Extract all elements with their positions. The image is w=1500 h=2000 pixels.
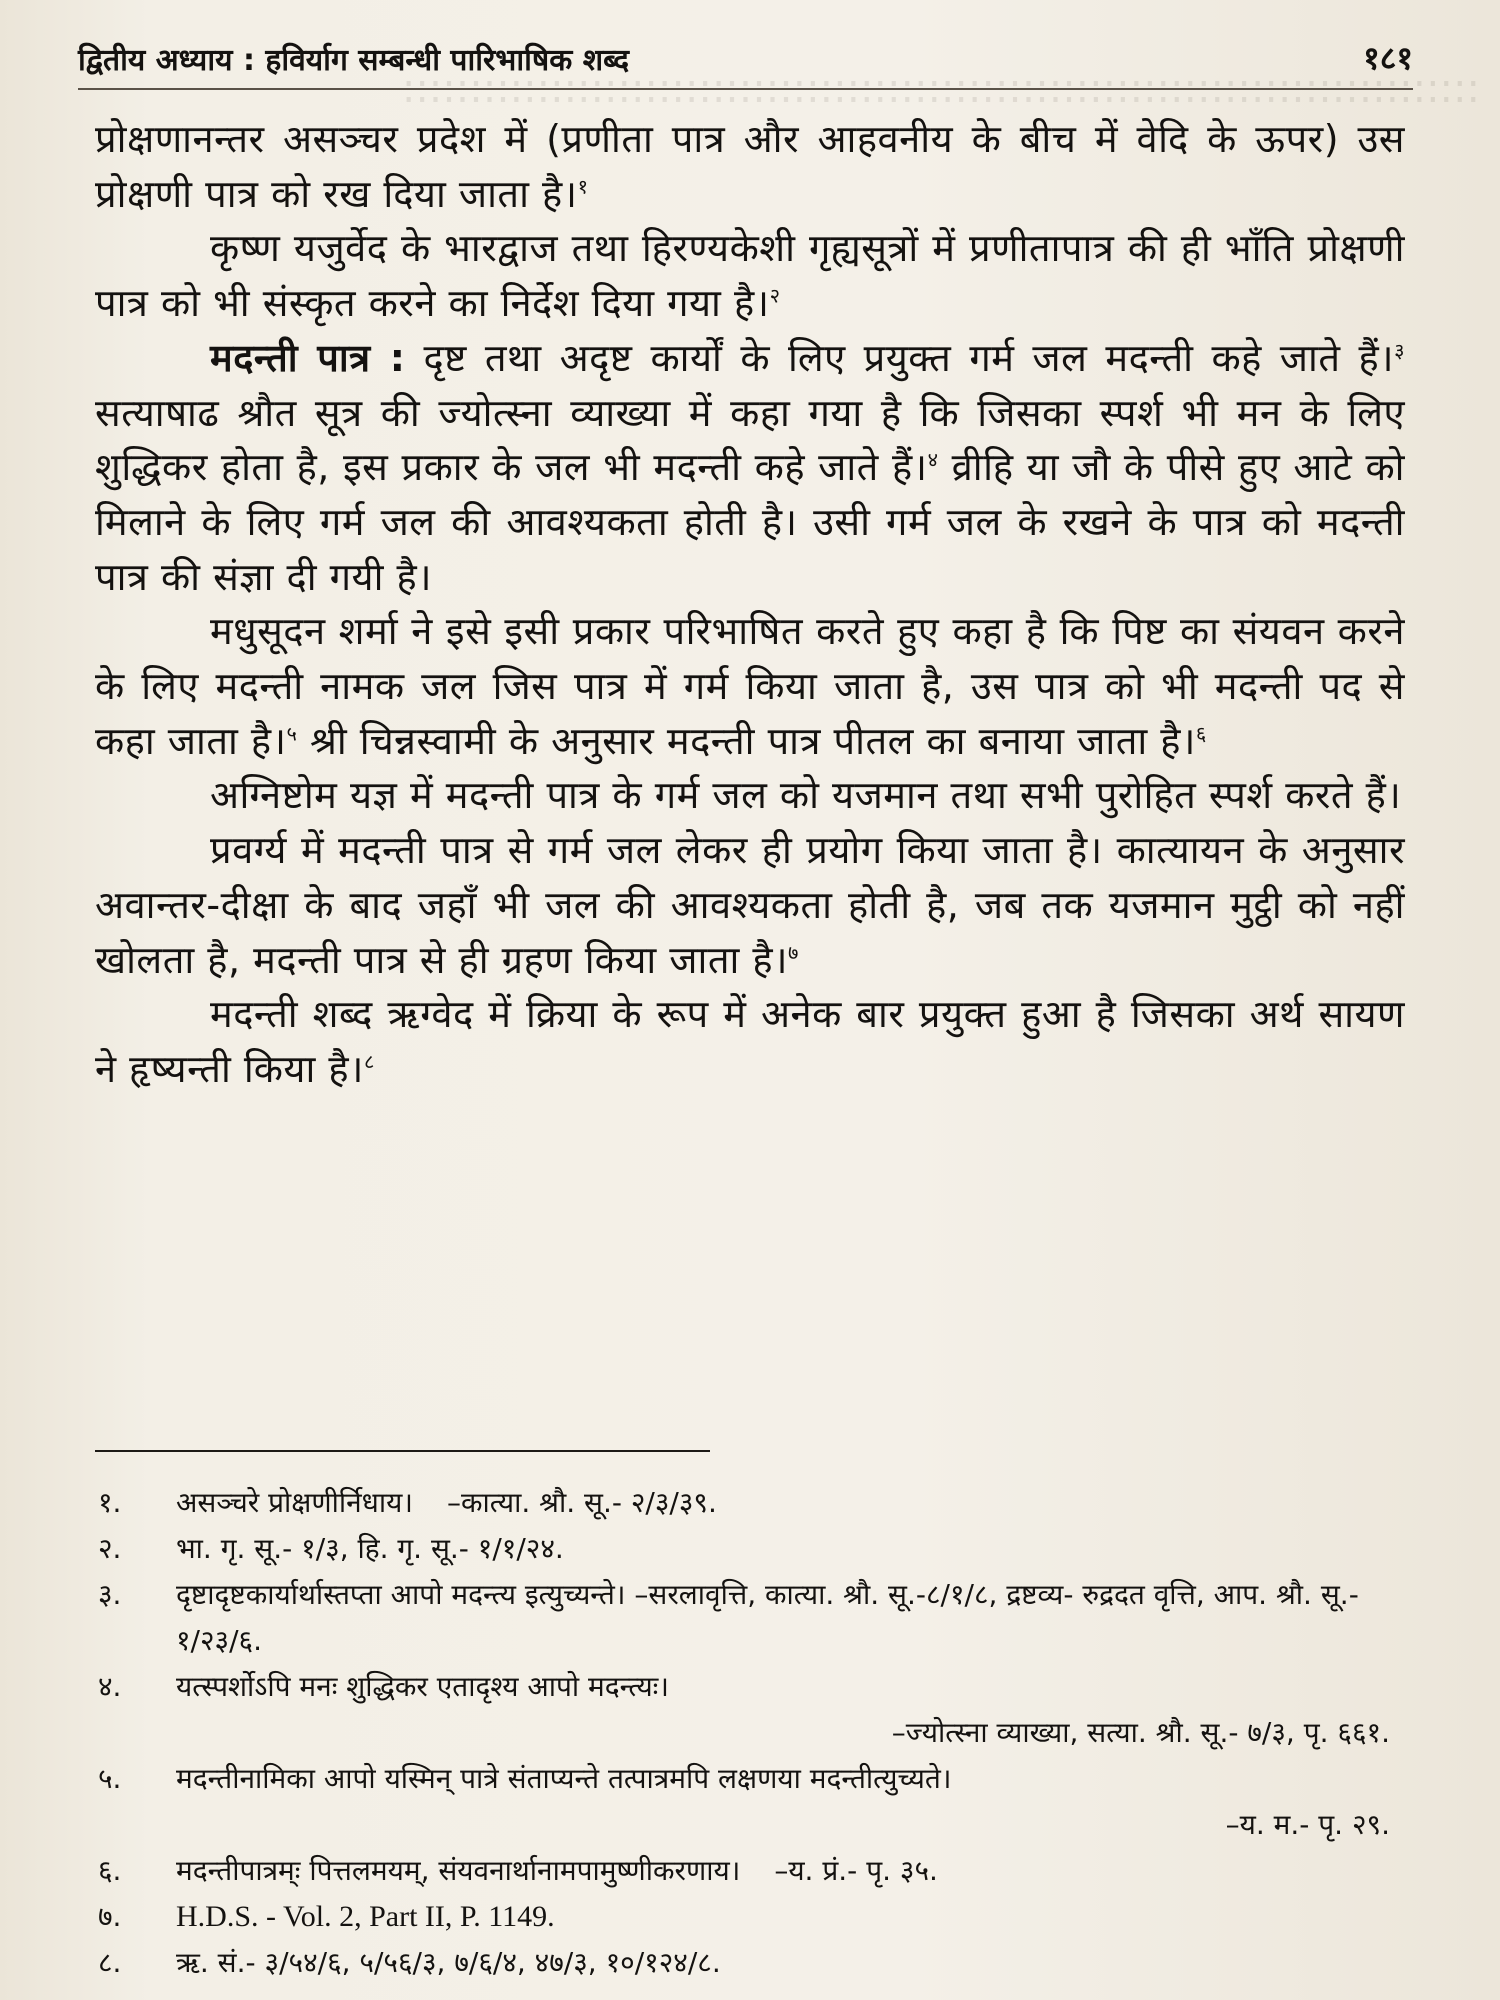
paragraph-2: [95, 221, 1405, 330]
footnote-7: [98, 1894, 1418, 1940]
footnote-8: [98, 1940, 1418, 1986]
footnote-ref: ७: [788, 939, 799, 964]
footnote-text: दृष्टादृष्टकार्यार्थास्तप्ता आपो मदन्त्य इत्युच्यन्ते। –सरलावृत्ति, कात्या. श्रौ. सू.-८/१/८, द्रष्टव्य- रुद्रदत वृत्ति, आप. श्रौ. सू.- १/२३/६.: [176, 1578, 1359, 1657]
footnote-text: H.D.S. - Vol. 2, Part II, P. 1149.: [176, 1900, 555, 1933]
paragraph-3-text-c: व्रीहि या जौ के पीसे हुए आटे को मिलाने के लिए गर्म जल की आवश्यकता होती है। उसी गर्म जल के रखने के पात्र को मदन्ती पात्र की संज्ञा दी गयी है।: [95, 445, 1405, 599]
footnotes: [98, 1480, 1418, 1986]
footnote-source: –य. प्रं.- पृ. ३५.: [774, 1854, 938, 1887]
main-text: [95, 112, 1405, 1097]
paragraph-7: [95, 987, 1405, 1096]
footnote-ref: ३: [1394, 338, 1405, 363]
footnote-ref: ४: [927, 447, 939, 472]
footnote-number: ५.: [98, 1762, 122, 1795]
footnote-number: ६.: [98, 1854, 122, 1887]
paragraph-6-text: प्रवर्ग्य में मदन्ती पात्र से गर्म जल लेकर ही प्रयोग किया जाता है। कात्यायन के अनुसार अवान्तर-दीक्षा के बाद जहाँ भी जल की आवश्यकता होती है, जब तक यजमान मुट्ठी को नहीं खोलता है, मदन्ती पात्र से ही ग्रहण किया जाता है।: [95, 828, 1405, 982]
footnote-5: [98, 1756, 1418, 1848]
bleed-through-texture: ::::::::::::::::::::::::::::::::::::::::::::::::::::::::::::::::::::::::::::::::: [401, 66, 1480, 112]
footnote-number: १.: [98, 1486, 122, 1519]
footnote-text: मदन्तीनामिका आपो यस्मिन् पात्रे संताप्यन्ते तत्पात्रमपि लक्षणया मदन्तीत्युच्यते।: [176, 1762, 952, 1795]
footnote-ref: ५: [286, 721, 298, 746]
footnote-ref: ८: [363, 1049, 375, 1074]
footnote-number: ८.: [98, 1946, 122, 1979]
paragraph-5: [95, 768, 1405, 823]
footnote-number: २.: [98, 1532, 122, 1565]
footnote-2: [98, 1526, 1418, 1572]
page-number: १८१: [1363, 39, 1413, 77]
chapter-title: द्वितीय अध्याय : हविर्याग सम्बन्धी पारिभाषिक शब्द: [78, 43, 630, 78]
footnote-1: [98, 1480, 1418, 1526]
paragraph-3: [95, 331, 1405, 605]
footnote-text: भा. गृ. सू.- १/३, हि. गृ. सू.- १/१/२४.: [176, 1532, 564, 1565]
footnote-number: ४.: [98, 1670, 122, 1703]
paragraph-3-text-b: सत्याषाढ श्रौत सूत्र की ज्योत्स्ना व्याख्या में कहा गया है कि जिसका स्पर्श भी मन के लिए शुद्धिकर होता है, इस प्रकार के जल भी मदन्ती कहे जाते हैं।: [95, 390, 1405, 490]
running-header: [78, 28, 1413, 90]
footnote-ref: २: [769, 283, 781, 308]
paragraph-4-text-a: मधुसूदन शर्मा ने इसे इसी प्रकार परिभाषित करते हुए कहा है कि पिष्ट का संयवन करने के लिए मदन्ती नामक जल जिस पात्र में गर्म किया जाता है, उस पात्र को भी मदन्ती पद से कहा जाता है।: [95, 609, 1405, 763]
footnote-text: ऋ. सं.- ३/५४/६, ५/५६/३, ७/६/४, ४७/३, १०/१२४/८.: [176, 1946, 721, 1979]
term-madanti-patra: मदन्ती पात्र :: [210, 335, 406, 380]
footnote-text: यत्स्पर्शोऽपि मनः शुद्धिकर एतादृश्य आपो मदन्त्यः।: [176, 1670, 669, 1703]
footnote-text: मदन्तीपात्रम्ः पित्तलमयम्, संयवनार्थानामपामुष्णीकरणाय।: [176, 1854, 741, 1887]
footnote-4: [98, 1664, 1418, 1756]
paragraph-7-text: मदन्ती शब्द ऋग्वेद में क्रिया के रूप में अनेक बार प्रयुक्त हुआ है जिसका अर्थ सायण ने हृष्यन्ती किया है।: [95, 992, 1405, 1091]
footnote-text: असञ्चरे प्रोक्षणीर्निधाय।: [176, 1486, 413, 1519]
paragraph-3-text-a: दृष्ट तथा अदृष्ट कार्यों के लिए प्रयुक्त गर्म जल मदन्ती कहे जाते हैं।: [423, 335, 1395, 380]
footnote-ref: ६: [1195, 721, 1207, 746]
paragraph-5-text: अग्निष्टोम यज्ञ में मदन्ती पात्र के गर्म जल को यजमान तथा सभी पुरोहित स्पर्श करते हैं।: [210, 773, 1402, 818]
paragraph-4: [95, 604, 1405, 768]
paragraph-1: [95, 112, 1405, 221]
footnote-source: –ज्योत्स्ना व्याख्या, सत्या. श्रौ. सू.- ७/३, पृ. ६६१.: [891, 1716, 1390, 1749]
footnote-3: [98, 1572, 1418, 1664]
footnote-source: –य. म.- पृ. २९.: [1225, 1808, 1390, 1841]
paragraph-4-text-b: श्री चिन्नस्वामी के अनुसार मदन्ती पात्र पीतल का बनाया जाता है।: [309, 718, 1196, 763]
paragraph-6: [95, 823, 1405, 987]
paragraph-1-text: प्रोक्षणानन्तर असञ्चर प्रदेश में (प्रणीता पात्र और आहवनीय के बीच में वेदि के ऊपर) उस प्रोक्षणी पात्र को रख दिया जाता है।: [95, 117, 1405, 216]
footnote-number: ७.: [98, 1900, 122, 1933]
footnote-6: [98, 1848, 1418, 1894]
footnote-source: –कात्या. श्रौ. सू.- २/३/३९.: [446, 1486, 717, 1519]
paragraph-2-text: कृष्ण यजुर्वेद के भारद्वाज तथा हिरण्यकेशी गृह्यसूत्रों में प्रणीतापात्र की ही भाँति प्रोक्षणी पात्र को भी संस्कृत करने का निर्देश दिया गया है।: [95, 226, 1405, 326]
footnote-number: ३.: [98, 1578, 122, 1611]
footnote-ref: १: [577, 174, 589, 199]
footnote-separator: [95, 1450, 710, 1452]
